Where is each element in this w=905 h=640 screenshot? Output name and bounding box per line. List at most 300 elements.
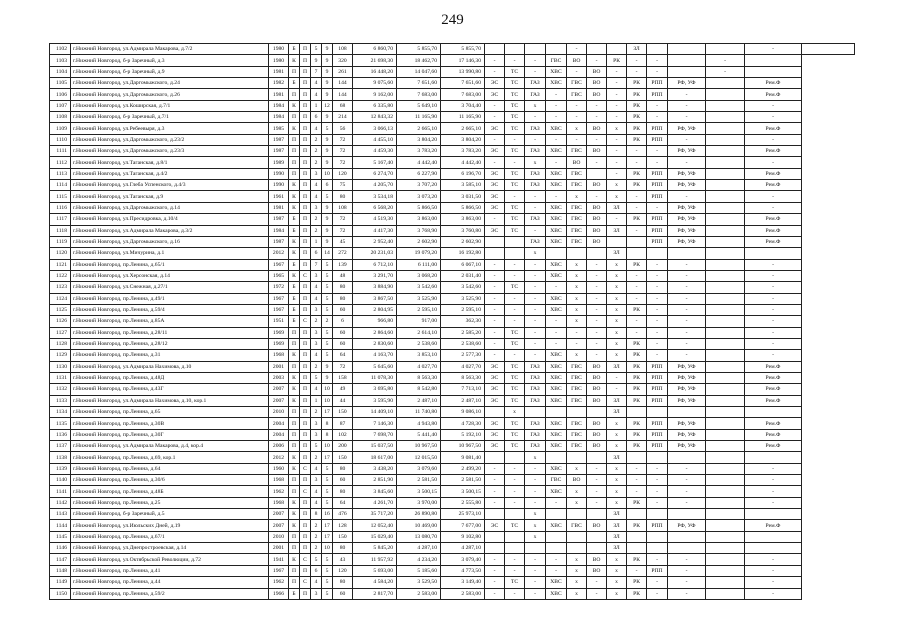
table-cell: ЭС: [485, 123, 505, 134]
table-cell: РФ, УФ: [668, 372, 706, 383]
table-cell: П: [289, 475, 300, 486]
table-row: [50, 123, 855, 134]
table-cell: ХВС: [546, 588, 567, 599]
table-cell: П: [289, 89, 300, 100]
table-cell: 966,80: [353, 316, 397, 327]
table-cell: 3 863,00: [397, 214, 441, 225]
table-row: [50, 89, 855, 100]
table-cell: 10: [322, 395, 333, 406]
table-cell: ТС: [505, 282, 525, 293]
table-cell: -: [525, 202, 546, 213]
table-cell: [607, 44, 627, 55]
table-cell: -: [607, 134, 627, 145]
table-cell: 6: [311, 112, 322, 123]
table-cell: П: [300, 78, 311, 89]
table-cell: К: [289, 191, 300, 202]
table-cell: 2 595,10: [441, 304, 485, 315]
table-cell: 3: [311, 327, 322, 338]
table-cell: [587, 509, 607, 520]
table-cell: 80: [333, 282, 353, 293]
table-cell: ГВС: [567, 361, 587, 372]
table-cell: 17: [322, 520, 333, 531]
table-cell: [505, 452, 525, 463]
table-cell: -: [546, 89, 567, 100]
table-cell: 2 614,10: [397, 327, 441, 338]
table-cell: [546, 407, 567, 418]
table-cell: 5 645,60: [353, 361, 397, 372]
table-cell: 4 234,20: [397, 554, 441, 565]
table-cell: ЗЛ: [607, 248, 627, 259]
table-cell: П: [300, 191, 311, 202]
table-cell: 5: [322, 565, 333, 576]
table-cell: 9 102,80: [441, 531, 485, 542]
table-cell: 16 192,80: [441, 248, 485, 259]
table-cell: х: [525, 452, 546, 463]
address-cell: г.Нижний Новгород, ул.Адмирала Макарова, д.4, кор.4: [71, 441, 269, 452]
table-cell: ХВС: [546, 577, 567, 588]
table-cell: 48: [333, 270, 353, 281]
table-cell: -: [505, 270, 525, 281]
row-number-cell: 1142: [50, 497, 71, 508]
table-cell: 5: [311, 441, 322, 452]
table-cell: 2 583,00: [397, 588, 441, 599]
table-cell: ТС: [505, 180, 525, 191]
table-cell: П: [300, 180, 311, 191]
table-cell: Рем.Ф: [745, 168, 802, 179]
table-cell: х: [525, 248, 546, 259]
table-cell: РПП: [647, 361, 668, 372]
table-cell: П: [300, 361, 311, 372]
row-number-cell: 1146: [50, 543, 71, 554]
address-cell: г.Нижний Новгород, ул.Адмирала Нахимова, д.10, кор.1: [71, 395, 269, 406]
table-cell: [706, 78, 745, 89]
table-cell: Рем.Ф: [745, 520, 802, 531]
table-cell: ХВС: [546, 350, 567, 361]
address-cell: г.Нижний Новгород, ул.Ребеевыря, д.3: [71, 123, 269, 134]
table-cell: 44: [333, 395, 353, 406]
table-cell: 68: [333, 100, 353, 111]
table-cell: [706, 509, 745, 520]
table-cell: [706, 293, 745, 304]
table-cell: 7 698,70: [353, 429, 397, 440]
address-cell: г.Нижний Новгород, пр.Ленина, д.30Г: [71, 429, 269, 440]
table-cell: -: [627, 565, 647, 576]
table-cell: 2: [311, 146, 322, 157]
table-cell: 3: [311, 418, 322, 429]
table-cell: -: [745, 270, 802, 281]
table-cell: 87: [333, 418, 353, 429]
address-cell: г.Нижний Новгород, б-р Заречный, д.5: [71, 509, 269, 520]
table-cell: 2010: [269, 531, 289, 542]
table-cell: 1941: [269, 554, 289, 565]
table-cell: П: [300, 520, 311, 531]
table-cell: ГВС: [567, 441, 587, 452]
table-cell: 9: [322, 372, 333, 383]
table-cell: ГВС: [567, 429, 587, 440]
table-cell: ГВС: [546, 475, 567, 486]
table-cell: [706, 486, 745, 497]
table-row: [50, 146, 855, 157]
table-cell: -: [647, 577, 668, 588]
table-row: [50, 361, 855, 372]
table-cell: РФ, УФ: [668, 236, 706, 247]
table-cell: -: [668, 327, 706, 338]
table-cell: ХВС: [546, 293, 567, 304]
table-cell: [647, 543, 668, 554]
table-cell: ЭС: [485, 225, 505, 236]
table-cell: 150: [333, 407, 353, 418]
table-cell: К: [289, 202, 300, 213]
table-cell: 4 205,70: [353, 180, 397, 191]
row-number-cell: 1140: [50, 475, 71, 486]
table-cell: -: [647, 327, 668, 338]
table-cell: х: [607, 554, 627, 565]
table-cell: ГВС: [567, 180, 587, 191]
table-cell: [668, 66, 706, 77]
table-cell: ТС: [505, 395, 525, 406]
table-cell: 7: [311, 66, 322, 77]
table-row: [50, 248, 855, 259]
table-cell: 5 693,00: [353, 565, 397, 576]
table-cell: [706, 395, 745, 406]
table-cell: -: [567, 134, 587, 145]
table-cell: х: [525, 100, 546, 111]
table-cell: [706, 202, 745, 213]
table-cell: ТС: [505, 327, 525, 338]
table-cell: -: [647, 202, 668, 213]
table-cell: 14: [322, 248, 333, 259]
table-cell: -: [627, 146, 647, 157]
table-cell: -: [647, 100, 668, 111]
table-row: [50, 577, 855, 588]
table-cell: 1969: [269, 327, 289, 338]
table-cell: ЭС: [485, 372, 505, 383]
table-cell: ГАЗ: [525, 146, 546, 157]
table-cell: 72: [333, 225, 353, 236]
table-cell: 4: [311, 497, 322, 508]
table-cell: 18 462,70: [397, 55, 441, 66]
table-cell: ХВС: [546, 225, 567, 236]
address-cell: г.Нижний Новгород, ул.Таганская, д.4/2: [71, 168, 269, 179]
table-cell: ХВС: [546, 372, 567, 383]
table-cell: РК: [627, 577, 647, 588]
table-row: [50, 429, 855, 440]
address-cell: г.Нижний Новгород, ул.Снежная, д.27/1: [71, 282, 269, 293]
table-cell: П: [300, 66, 311, 77]
table-cell: х: [607, 293, 627, 304]
table-cell: 5: [322, 486, 333, 497]
table-cell: [567, 509, 587, 520]
table-cell: 3 863,00: [441, 214, 485, 225]
table-cell: 3 595,90: [353, 395, 397, 406]
table-cell: ВО: [587, 441, 607, 452]
table-cell: -: [587, 577, 607, 588]
table-cell: 150: [333, 452, 353, 463]
table-cell: 2: [311, 316, 322, 327]
table-cell: -: [607, 372, 627, 383]
table-cell: 72: [333, 146, 353, 157]
table-cell: х: [607, 180, 627, 191]
table-cell: -: [627, 191, 647, 202]
table-cell: РПП: [647, 236, 668, 247]
table-cell: 1990: [269, 180, 289, 191]
table-cell: -: [668, 486, 706, 497]
table-cell: -: [668, 89, 706, 100]
table-row: [50, 497, 855, 508]
table-cell: П: [300, 168, 311, 179]
table-cell: РФ, УФ: [668, 361, 706, 372]
row-number-cell: 1130: [50, 361, 71, 372]
table-cell: Рем.Ф: [745, 236, 802, 247]
table-cell: ГАЗ: [525, 384, 546, 395]
table-cell: -: [505, 588, 525, 599]
table-cell: 3: [311, 338, 322, 349]
table-cell: Б: [289, 304, 300, 315]
table-cell: 1990: [269, 168, 289, 179]
table-cell: 5 167,40: [353, 157, 397, 168]
table-cell: Б: [289, 293, 300, 304]
table-cell: К: [289, 395, 300, 406]
table-cell: 5: [322, 338, 333, 349]
table-cell: ХВС: [546, 384, 567, 395]
table-cell: х: [567, 463, 587, 474]
address-cell: г.Нижний Новгород, пр.Ленина, д.31: [71, 350, 269, 361]
table-cell: 7 651,60: [441, 78, 485, 89]
table-cell: 11 957,92: [353, 554, 397, 565]
table-cell: 17 146,30: [441, 55, 485, 66]
table-cell: -: [668, 463, 706, 474]
table-cell: 11 165,90: [441, 112, 485, 123]
table-cell: 2006: [269, 441, 289, 452]
table-cell: РФ, УФ: [668, 123, 706, 134]
table-cell: [706, 327, 745, 338]
table-cell: П: [289, 134, 300, 145]
table-cell: 9: [322, 157, 333, 168]
table-cell: 2 538,60: [397, 338, 441, 349]
table-cell: ХВС: [546, 236, 567, 247]
table-cell: 3 760,80: [441, 225, 485, 236]
table-cell: -: [525, 350, 546, 361]
table-cell: 1981: [269, 66, 289, 77]
table-cell: 3 291,70: [353, 270, 397, 281]
table-row: [50, 100, 855, 111]
table-cell: -: [485, 486, 505, 497]
table-cell: 5 855,70: [441, 44, 485, 55]
table-cell: РПП: [647, 123, 668, 134]
table-cell: ЗЛ: [607, 225, 627, 236]
table-cell: -: [587, 463, 607, 474]
table-cell: 120: [333, 565, 353, 576]
table-cell: П: [300, 372, 311, 383]
table-cell: РПП: [647, 225, 668, 236]
row-number-cell: 1136: [50, 429, 71, 440]
table-cell: ХВС: [546, 361, 567, 372]
table-cell: 9: [322, 134, 333, 145]
address-cell: г.Нижний Новгород, ул.Даргомыжского, д.24: [71, 78, 269, 89]
table-cell: -: [647, 475, 668, 486]
table-cell: ГАЗ: [525, 361, 546, 372]
table-row: [50, 191, 855, 202]
table-cell: 72: [333, 134, 353, 145]
table-cell: [546, 509, 567, 520]
table-cell: -: [607, 168, 627, 179]
table-cell: РК: [627, 304, 647, 315]
table-cell: ВО: [587, 236, 607, 247]
row-number-cell: 1122: [50, 270, 71, 281]
table-cell: [745, 407, 802, 418]
table-cell: 8: [322, 429, 333, 440]
table-cell: 2 577,30: [441, 350, 485, 361]
address-cell: г.Нижний Новгород, пр.Ленина, д.28/11: [71, 327, 269, 338]
row-number-cell: 1134: [50, 407, 71, 418]
table-cell: ТС: [505, 112, 525, 123]
table-cell: 1985: [269, 123, 289, 134]
table-cell: 12 015,50: [397, 452, 441, 463]
table-cell: 9: [322, 236, 333, 247]
table-cell: -: [627, 55, 647, 66]
table-cell: -: [745, 191, 802, 202]
table-cell: -: [587, 191, 607, 202]
table-cell: 1966: [269, 588, 289, 599]
table-cell: -: [567, 112, 587, 123]
table-cell: [505, 44, 525, 55]
table-cell: 2003: [269, 372, 289, 383]
address-cell: г.Нижний Новгород, пр.Ленина, д.59/2: [71, 588, 269, 599]
table-cell: С: [300, 316, 311, 327]
table-cell: Рем.Ф: [745, 361, 802, 372]
table-cell: 3 073,20: [397, 191, 441, 202]
table-cell: 2007: [269, 395, 289, 406]
table-cell: [668, 531, 706, 542]
table-cell: -: [525, 191, 546, 202]
table-row: [50, 134, 855, 145]
table-cell: -: [647, 282, 668, 293]
table-cell: -: [647, 350, 668, 361]
table-cell: 5: [322, 282, 333, 293]
table-cell: х: [607, 350, 627, 361]
table-cell: ЗЛ: [607, 361, 627, 372]
table-cell: 1: [311, 236, 322, 247]
table-cell: -: [525, 497, 546, 508]
table-cell: П: [289, 486, 300, 497]
table-cell: П: [300, 146, 311, 157]
table-cell: С: [300, 463, 311, 474]
table-cell: -: [567, 338, 587, 349]
table-cell: 72: [333, 157, 353, 168]
table-cell: [485, 531, 505, 542]
address-cell: г.Нижний Новгород, ул.Глеба Успенского, д.4/3: [71, 180, 269, 191]
table-cell: 2 585,20: [441, 327, 485, 338]
table-cell: -: [607, 214, 627, 225]
table-cell: -: [525, 338, 546, 349]
table-cell: 6 227,90: [397, 168, 441, 179]
table-cell: 9: [311, 55, 322, 66]
table-cell: ГВС: [567, 236, 587, 247]
table-row: [50, 214, 855, 225]
table-cell: Б: [289, 78, 300, 89]
table-cell: 5 649,10: [397, 100, 441, 111]
table-cell: ЭС: [485, 520, 505, 531]
table-cell: 3: [311, 588, 322, 599]
table-cell: П: [300, 214, 311, 225]
table-cell: 2: [311, 531, 322, 542]
address-cell: г.Нижний Новгород, б-р Заречный, д.7/1: [71, 112, 269, 123]
table-cell: 17: [322, 452, 333, 463]
table-cell: С: [300, 554, 311, 565]
table-cell: -: [485, 554, 505, 565]
table-cell: 3: [311, 270, 322, 281]
table-cell: 9 086,10: [441, 407, 485, 418]
table-cell: -: [627, 202, 647, 213]
table-cell: ХВС: [546, 146, 567, 157]
table-cell: -: [647, 259, 668, 270]
table-cell: -: [668, 191, 706, 202]
table-cell: -: [525, 112, 546, 123]
table-cell: 16: [322, 509, 333, 520]
table-cell: РПП: [647, 191, 668, 202]
table-cell: 2012: [269, 248, 289, 259]
table-row: [50, 55, 855, 66]
table-cell: ГВС: [567, 78, 587, 89]
table-cell: РФ, УФ: [668, 384, 706, 395]
table-cell: -: [546, 316, 567, 327]
table-cell: [745, 55, 802, 66]
table-cell: 5: [322, 475, 333, 486]
table-cell: РК: [627, 338, 647, 349]
table-cell: [587, 531, 607, 542]
table-cell: ГВС: [567, 146, 587, 157]
table-cell: ВО: [587, 89, 607, 100]
table-cell: 9: [322, 112, 333, 123]
table-cell: [647, 248, 668, 259]
table-cell: Рем.Ф: [745, 146, 802, 157]
table-cell: -: [485, 316, 505, 327]
table-cell: 20 231,03: [353, 248, 397, 259]
table-cell: 1984: [269, 100, 289, 111]
table-cell: -: [627, 282, 647, 293]
table-cell: К: [289, 497, 300, 508]
table-cell: х: [525, 157, 546, 168]
table-cell: П: [300, 475, 311, 486]
row-number-cell: 1137: [50, 441, 71, 452]
table-cell: -: [525, 270, 546, 281]
table-cell: РФ, УФ: [668, 429, 706, 440]
table-cell: ЭС: [485, 384, 505, 395]
table-cell: 3 542,60: [441, 282, 485, 293]
table-cell: 6: [333, 316, 353, 327]
table-cell: 5: [322, 304, 333, 315]
row-number-cell: 1133: [50, 395, 71, 406]
table-cell: х: [567, 588, 587, 599]
row-number-cell: 1124: [50, 293, 71, 304]
table-cell: [668, 55, 706, 66]
table-cell: 5: [311, 44, 322, 55]
table-cell: -: [745, 304, 802, 315]
table-cell: ЭС: [485, 418, 505, 429]
table-cell: [706, 180, 745, 191]
table-cell: [706, 441, 745, 452]
table-cell: [587, 168, 607, 179]
table-cell: П: [300, 418, 311, 429]
table-cell: ТС: [505, 418, 525, 429]
table-cell: ВО: [587, 520, 607, 531]
table-cell: 1987: [269, 214, 289, 225]
table-cell: 6 335,80: [353, 100, 397, 111]
table-cell: ТС: [505, 372, 525, 383]
table-cell: 1969: [269, 338, 289, 349]
table-cell: 3: [311, 202, 322, 213]
table-cell: [706, 259, 745, 270]
